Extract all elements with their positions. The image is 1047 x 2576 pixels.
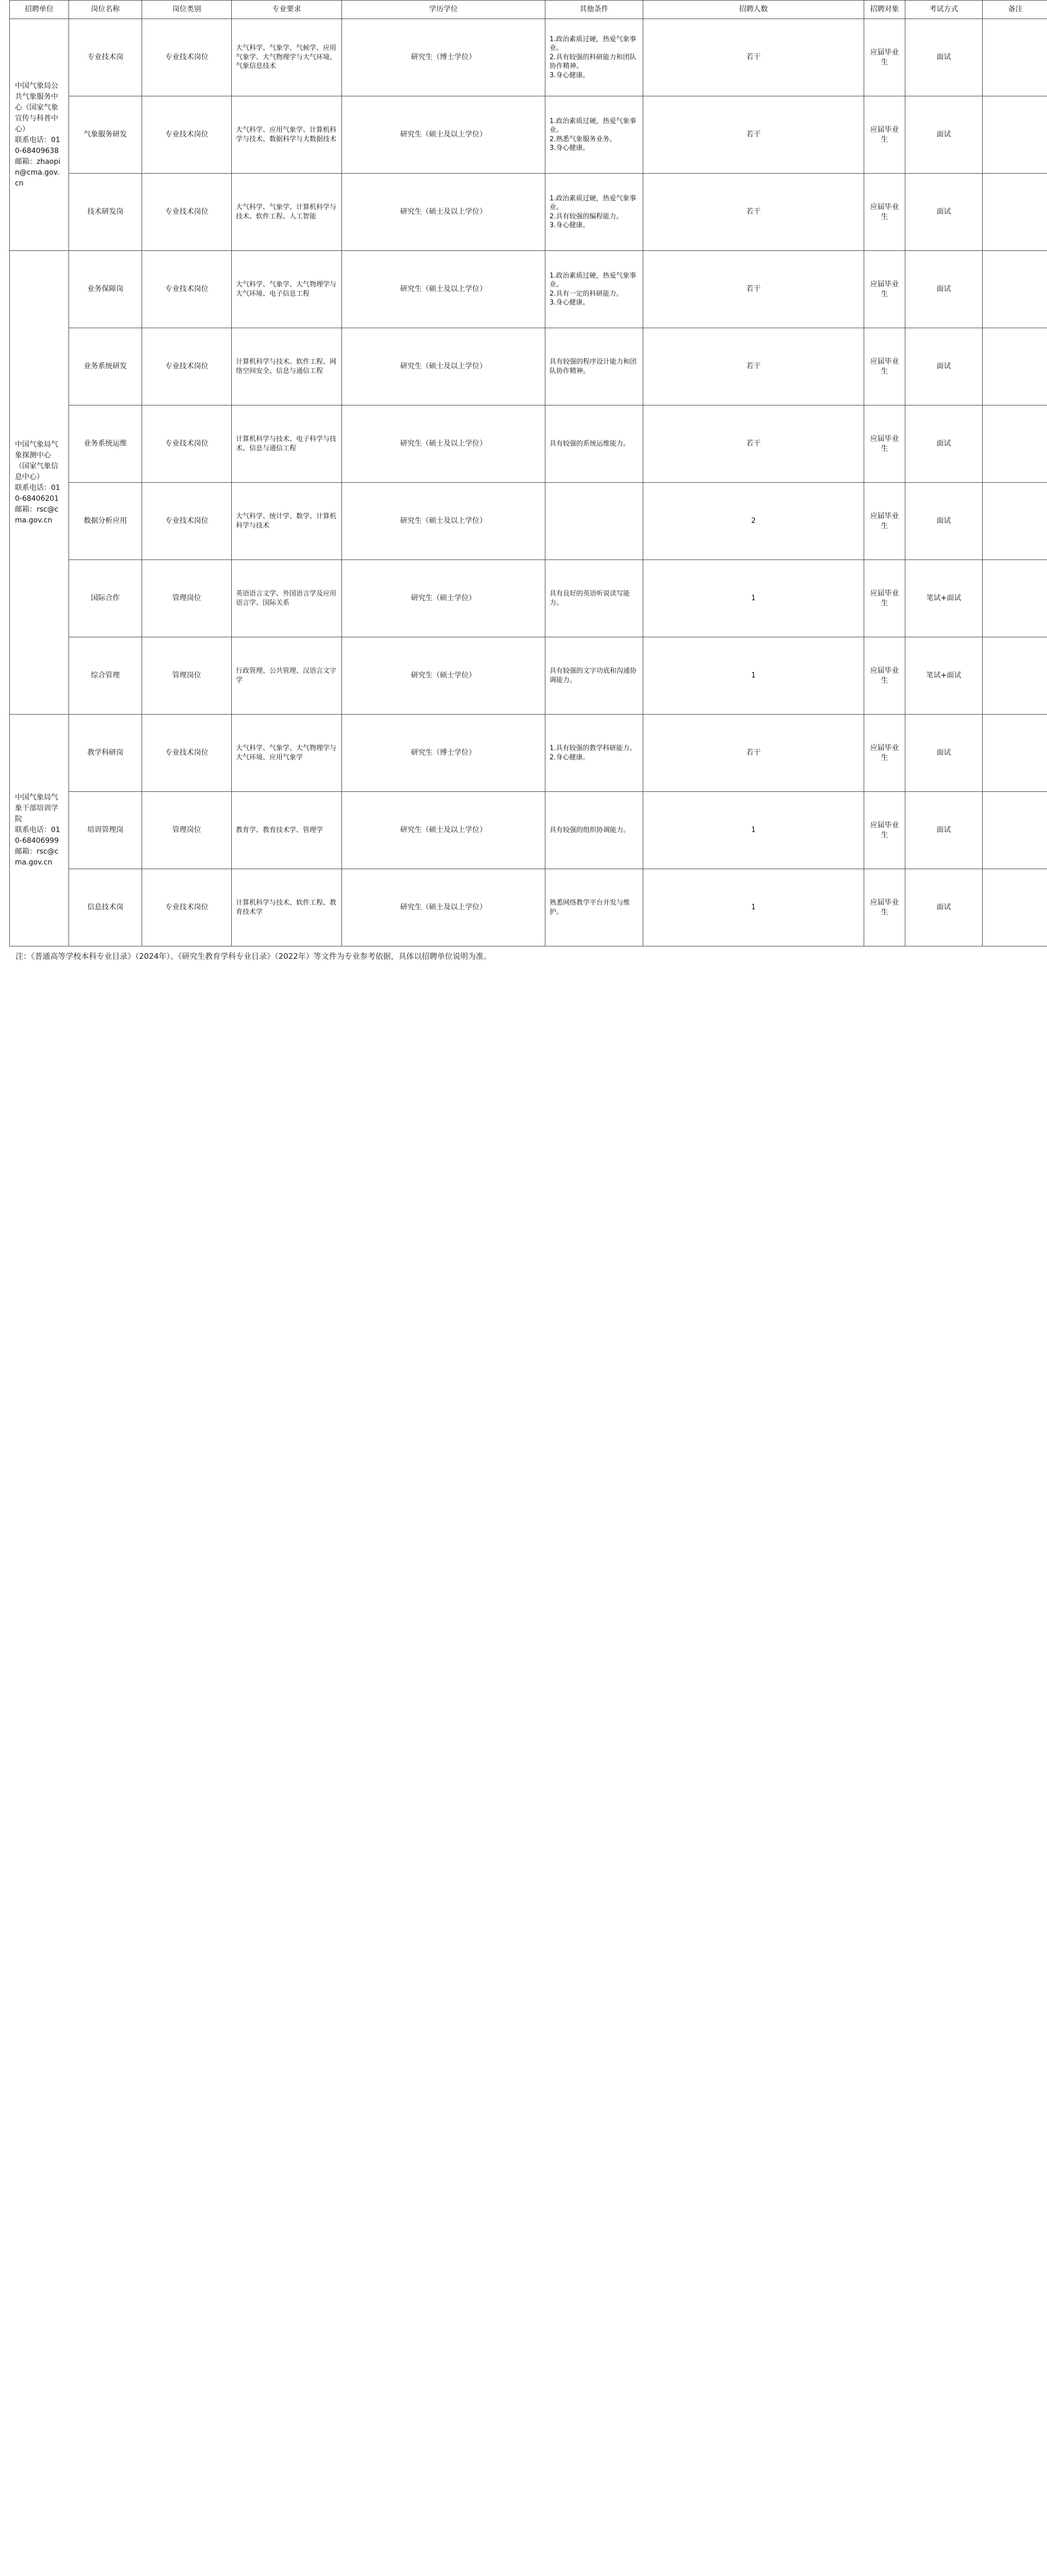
requirements-cell: 1.政治素质过硬，热爱气象事业。 2.具有一定的科研能力。 3.身心健康。 — [545, 251, 643, 328]
remark-cell — [983, 715, 1047, 792]
degree-cell: 研究生（硕士及以上学位） — [342, 96, 545, 174]
post-cell: 业务保障岗 — [69, 251, 142, 328]
table-row — [10, 19, 1047, 96]
major-cell: 大气科学、气象学、气候学、应用气象学、大气物理学与大气环境、气象信息技术 — [232, 19, 342, 96]
degree-cell: 研究生（硕士及以上学位） — [342, 405, 545, 483]
category-cell: 专业技术岗位 — [142, 715, 232, 792]
count-cell: 若干 — [643, 19, 864, 96]
table-row — [10, 560, 1047, 637]
exam-cell: 笔试+面试 — [905, 637, 983, 715]
unit-name-cell: 中国气象局公共气象服务中心（国家气象宣传与科普中心） 联系电话：010-68409638 邮箱：zhaopin@cma.gov.cn — [10, 19, 69, 251]
requirements-cell: 1.政治素质过硬，热爱气象事业。 2.具有较强的编程能力。 3.身心健康。 — [545, 174, 643, 251]
count-cell: 若干 — [643, 715, 864, 792]
count-cell: 1 — [643, 637, 864, 715]
exam-cell: 面试 — [905, 19, 983, 96]
major-cell: 计算机科学与技术、电子科学与技术、信息与通信工程 — [232, 405, 342, 483]
header-category: 岗位类别 — [142, 1, 232, 19]
post-cell: 培训管理岗 — [69, 792, 142, 869]
post-cell: 信息技术岗 — [69, 869, 142, 946]
exam-cell: 面试 — [905, 792, 983, 869]
major-cell: 计算机科学与技术、软件工程、教育技术学 — [232, 869, 342, 946]
category-cell: 管理岗位 — [142, 560, 232, 637]
post-cell: 业务系统研发 — [69, 328, 142, 405]
count-cell: 1 — [643, 869, 864, 946]
unit-name-cell: 中国气象局气象干部培训学院 联系电话：010-68406999 邮箱：rsc@cma.gov.cn — [10, 715, 69, 946]
header-major: 专业要求 — [232, 1, 342, 19]
major-cell: 教育学、教育技术学、管理学 — [232, 792, 342, 869]
table-row — [10, 483, 1047, 560]
major-cell: 大气科学、应用气象学、计算机科学与技术、数据科学与大数据技术 — [232, 96, 342, 174]
requirements-cell: 1.具有较强的教学科研能力。 2.身心健康。 — [545, 715, 643, 792]
remark-cell — [983, 792, 1047, 869]
remark-cell — [983, 96, 1047, 174]
requirements-cell: 具有较强的文字功底和沟通协调能力。 — [545, 637, 643, 715]
post-cell: 综合管理 — [69, 637, 142, 715]
degree-cell: 研究生（硕士及以上学位） — [342, 328, 545, 405]
major-cell: 英语语言文学、外国语言学及应用语言学、国际关系 — [232, 560, 342, 637]
degree-cell: 研究生（硕士学位） — [342, 560, 545, 637]
remark-cell — [983, 483, 1047, 560]
major-cell: 大气科学、气象学、大气物理学与大气环境、电子信息工程 — [232, 251, 342, 328]
degree-cell: 研究生（硕士及以上学位） — [342, 251, 545, 328]
target-cell: 应届毕业生 — [864, 560, 905, 637]
target-cell: 应届毕业生 — [864, 715, 905, 792]
category-cell: 专业技术岗位 — [142, 328, 232, 405]
post-cell: 技术研发岗 — [69, 174, 142, 251]
header-degree: 学历学位 — [342, 1, 545, 19]
unit-name-cell: 中国气象局气象探测中心（国家气象信息中心） 联系电话：010-68406201 邮箱：rsc@cma.gov.cn — [10, 251, 69, 715]
category-cell: 专业技术岗位 — [142, 405, 232, 483]
category-cell: 管理岗位 — [142, 637, 232, 715]
exam-cell: 笔试+面试 — [905, 560, 983, 637]
exam-cell: 面试 — [905, 405, 983, 483]
remark-cell — [983, 174, 1047, 251]
requirements-cell: 具有较强的组织协调能力。 — [545, 792, 643, 869]
major-cell: 大气科学、统计学、数学、计算机科学与技术 — [232, 483, 342, 560]
target-cell: 应届毕业生 — [864, 328, 905, 405]
remark-cell — [983, 19, 1047, 96]
table-row — [10, 869, 1047, 946]
count-cell: 若干 — [643, 174, 864, 251]
degree-cell: 研究生（硕士及以上学位） — [342, 483, 545, 560]
requirements-cell: 具有较强的程序设计能力和团队协作精神。 — [545, 328, 643, 405]
count-cell: 1 — [643, 560, 864, 637]
header-post: 岗位名称 — [69, 1, 142, 19]
category-cell: 专业技术岗位 — [142, 96, 232, 174]
table-row — [10, 96, 1047, 174]
remark-cell — [983, 637, 1047, 715]
count-cell: 若干 — [643, 405, 864, 483]
category-cell: 专业技术岗位 — [142, 19, 232, 96]
table-row — [10, 637, 1047, 715]
post-cell: 国际合作 — [69, 560, 142, 637]
remark-cell — [983, 405, 1047, 483]
category-cell: 专业技术岗位 — [142, 174, 232, 251]
target-cell: 应届毕业生 — [864, 19, 905, 96]
header-unit: 招聘单位 — [10, 1, 69, 19]
table-row — [10, 792, 1047, 869]
remark-cell — [983, 328, 1047, 405]
category-cell: 专业技术岗位 — [142, 483, 232, 560]
table-row — [10, 328, 1047, 405]
exam-cell: 面试 — [905, 251, 983, 328]
category-cell: 专业技术岗位 — [142, 251, 232, 328]
exam-cell: 面试 — [905, 96, 983, 174]
post-cell: 气象服务研发 — [69, 96, 142, 174]
recruitment-table — [9, 0, 1047, 946]
requirements-cell: 具有较强的系统运维能力。 — [545, 405, 643, 483]
target-cell: 应届毕业生 — [864, 869, 905, 946]
count-cell: 若干 — [643, 328, 864, 405]
category-cell: 专业技术岗位 — [142, 869, 232, 946]
remark-cell — [983, 869, 1047, 946]
target-cell: 应届毕业生 — [864, 792, 905, 869]
requirements-cell: 1.政治素质过硬，热爱气象事业。 2.具有较强的科研能力和团队协作精神。 3.身心健康。 — [545, 19, 643, 96]
degree-cell: 研究生（硕士及以上学位） — [342, 174, 545, 251]
count-cell: 1 — [643, 792, 864, 869]
major-cell: 大气科学、气象学、大气物理学与大气环境、应用气象学 — [232, 715, 342, 792]
table-row — [10, 174, 1047, 251]
header-remark: 备注 — [983, 1, 1047, 19]
table-body — [10, 19, 1047, 946]
table-row — [10, 715, 1047, 792]
major-cell: 大气科学、气象学、计算机科学与技术、软件工程、人工智能 — [232, 174, 342, 251]
target-cell: 应届毕业生 — [864, 251, 905, 328]
header-target: 招聘对象 — [864, 1, 905, 19]
post-cell: 业务系统运维 — [69, 405, 142, 483]
footnote: 注：《普通高等学校本科专业目录》（2024年）、《研究生教育学科专业目录》（2022年）等文件为专业参考依据，具体以招聘单位说明为准。 — [15, 952, 491, 961]
count-cell: 若干 — [643, 251, 864, 328]
post-cell: 教学科研岗 — [69, 715, 142, 792]
count-cell: 若干 — [643, 96, 864, 174]
target-cell: 应届毕业生 — [864, 96, 905, 174]
header-num: 招聘人数 — [643, 1, 864, 19]
table-row — [10, 405, 1047, 483]
target-cell: 应届毕业生 — [864, 483, 905, 560]
requirements-cell: 熟悉网络教学平台开发与维护。 — [545, 869, 643, 946]
remark-cell — [983, 560, 1047, 637]
exam-cell: 面试 — [905, 174, 983, 251]
target-cell: 应届毕业生 — [864, 637, 905, 715]
major-cell: 计算机科学与技术、软件工程、网络空间安全、信息与通信工程 — [232, 328, 342, 405]
major-cell: 行政管理、公共管理、汉语言文字学 — [232, 637, 342, 715]
post-cell: 专业技术岗 — [69, 19, 142, 96]
exam-cell: 面试 — [905, 715, 983, 792]
target-cell: 应届毕业生 — [864, 174, 905, 251]
requirements-cell — [545, 483, 643, 560]
count-cell: 2 — [643, 483, 864, 560]
post-cell: 数据分析应用 — [69, 483, 142, 560]
table-row — [10, 251, 1047, 328]
category-cell: 管理岗位 — [142, 792, 232, 869]
requirements-cell: 1.政治素质过硬，热爱气象事业。 2.熟悉气象服务业务。 3.身心健康。 — [545, 96, 643, 174]
target-cell: 应届毕业生 — [864, 405, 905, 483]
header-row — [10, 1, 1047, 19]
header-exam: 考试方式 — [905, 1, 983, 19]
degree-cell: 研究生（博士学位） — [342, 19, 545, 96]
degree-cell: 研究生（硕士学位） — [342, 637, 545, 715]
remark-cell — [983, 251, 1047, 328]
exam-cell: 面试 — [905, 328, 983, 405]
degree-cell: 研究生（硕士及以上学位） — [342, 792, 545, 869]
degree-cell: 研究生（硕士及以上学位） — [342, 869, 545, 946]
exam-cell: 面试 — [905, 869, 983, 946]
exam-cell: 面试 — [905, 483, 983, 560]
recruitment-document — [9, 0, 1038, 966]
degree-cell: 研究生（博士学位） — [342, 715, 545, 792]
requirements-cell: 具有良好的英语听说读写能力。 — [545, 560, 643, 637]
header-req: 其他条件 — [545, 1, 643, 19]
